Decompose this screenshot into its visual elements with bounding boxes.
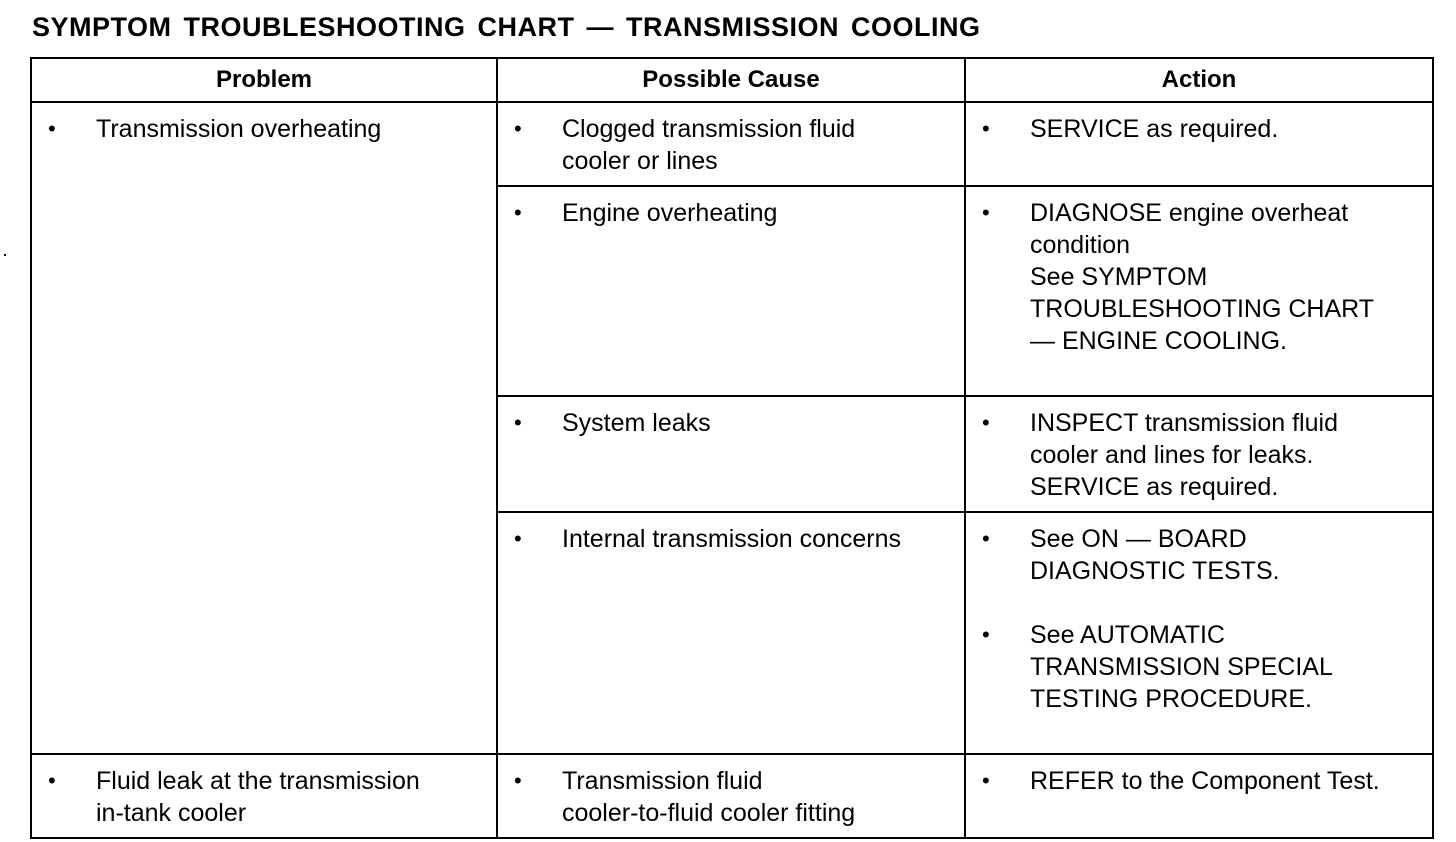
cause-cell — [497, 396, 965, 512]
bullet-icon: • — [48, 116, 56, 141]
chart-title: SYMPTOM TROUBLESHOOTING CHART — TRANSMISSION COOLING — [32, 12, 981, 42]
action-text: See AUTOMATIC TRANSMISSION SPECIAL TESTING PROCEDURE. — [1030, 621, 1333, 713]
problem-text: Transmission overheating — [96, 115, 382, 143]
cause-text: System leaks — [562, 409, 711, 437]
problem-text: Fluid leak at the transmission in-tank cooler — [96, 767, 420, 827]
problem-cell — [31, 754, 497, 838]
cause-cell — [497, 102, 965, 186]
list-item — [980, 197, 1420, 357]
cause-text: Internal transmission concerns — [562, 525, 902, 553]
bullet-icon: • — [514, 116, 522, 141]
action-text: See ON — BOARD DIAGNOSTIC TESTS. — [1030, 525, 1280, 585]
list-item — [980, 765, 1420, 797]
action-text: REFER to the Component Test. — [1030, 767, 1380, 795]
list-item — [512, 113, 952, 177]
list-item — [980, 407, 1420, 503]
cause-text: Clogged transmission fluid cooler or lines — [562, 115, 856, 175]
bullet-icon: • — [514, 200, 522, 225]
problem-cell — [31, 102, 497, 754]
scan-speck — [4, 254, 6, 256]
header-action: Action — [965, 58, 1433, 102]
cause-cell — [497, 754, 965, 838]
header-problem: Problem — [31, 58, 497, 102]
action-cell — [965, 102, 1433, 186]
list-item — [46, 113, 484, 145]
cause-text: Engine overheating — [562, 199, 778, 227]
bullet-icon: • — [982, 526, 990, 551]
bullet-icon: • — [982, 768, 990, 793]
cause-cell — [497, 512, 965, 754]
table-row — [31, 102, 1433, 186]
list-item — [980, 113, 1420, 145]
table-row — [31, 754, 1433, 838]
action-text: SERVICE as required. — [1030, 115, 1279, 143]
action-text: DIAGNOSE engine overheat condition See SYMPTOM TROUBLESHOOTING CHART — ENGINE COOLING. — [1030, 199, 1375, 355]
bullet-icon: • — [982, 410, 990, 435]
bullet-icon: • — [514, 768, 522, 793]
troubleshooting-table — [30, 57, 1434, 839]
action-cell — [965, 754, 1433, 838]
action-cell — [965, 396, 1433, 512]
list-item — [980, 619, 1420, 715]
cause-text: Transmission fluid cooler-to-fluid cooler fitting — [562, 767, 856, 827]
list-item — [46, 765, 484, 829]
cause-cell — [497, 186, 965, 396]
list-item — [512, 407, 952, 439]
bullet-icon: • — [982, 200, 990, 225]
bullet-icon: • — [982, 622, 990, 647]
bullet-icon: • — [514, 410, 522, 435]
action-cell — [965, 512, 1433, 754]
bullet-icon: • — [48, 768, 56, 793]
list-item — [980, 523, 1420, 587]
bullet-icon: • — [514, 526, 522, 551]
header-row — [31, 58, 1433, 102]
action-text: INSPECT transmission fluid cooler and lines for leaks. SERVICE as required. — [1030, 409, 1338, 501]
bullet-icon: • — [982, 116, 990, 141]
list-item — [512, 765, 952, 829]
list-item — [512, 523, 952, 555]
list-item — [512, 197, 952, 229]
header-possible-cause: Possible Cause — [497, 58, 965, 102]
action-cell — [965, 186, 1433, 396]
